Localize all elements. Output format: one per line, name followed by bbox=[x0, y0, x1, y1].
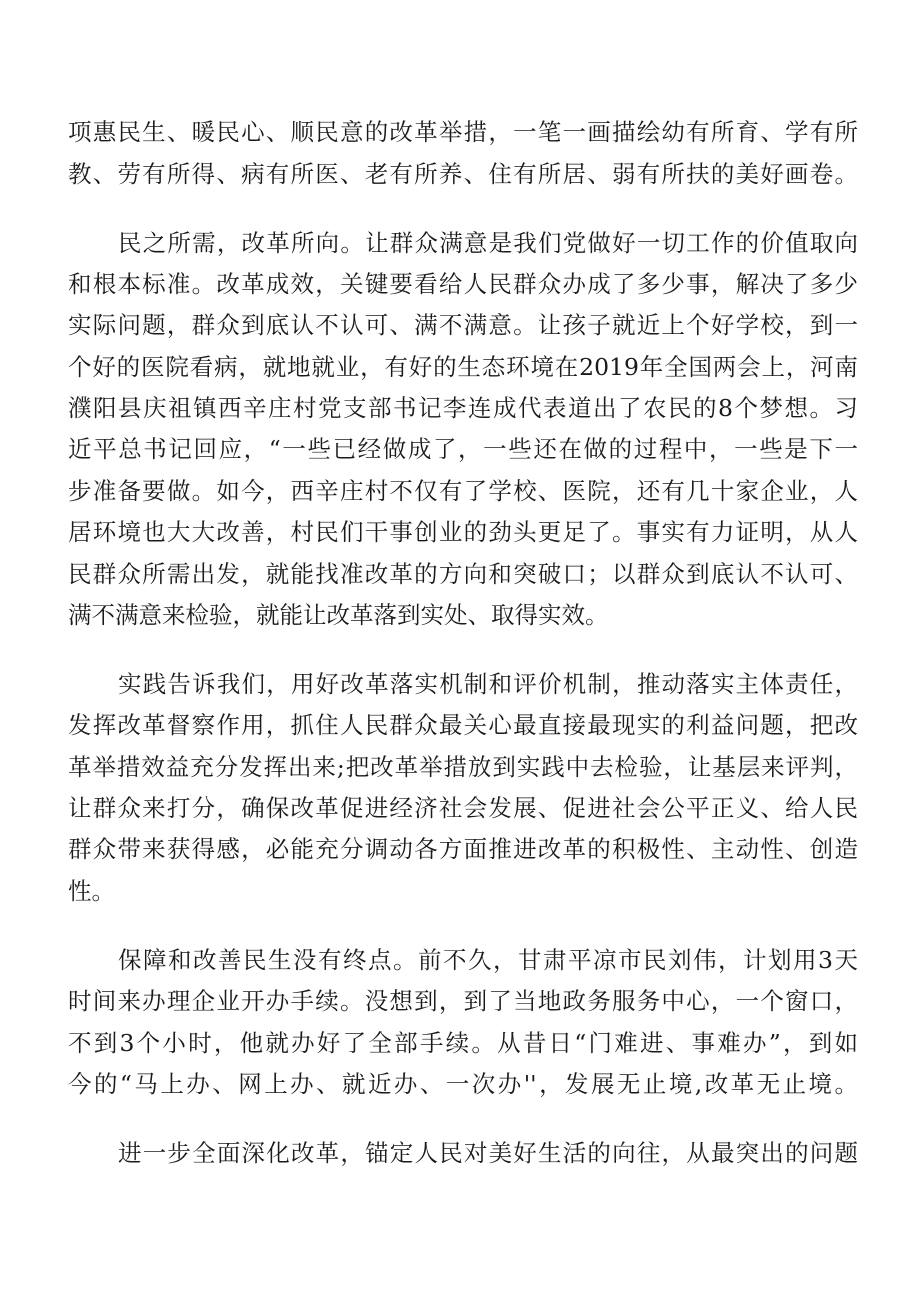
paragraph-4-line-4: 今的“马上办、网上办、就近办、一次办''，发展无止境,改革无止境。 bbox=[68, 1070, 858, 1098]
paragraph-2-line-7: 步准备要做。如今，西辛庄村不仅有了学校、医院，还有几十家企业，人 bbox=[68, 477, 858, 505]
paragraph-3-line-5: 群众带来获得感，必能充分调动各方面推进改革的积极性、主动性、创造 bbox=[68, 835, 858, 863]
paragraph-1-line-2: 教、劳有所得、病有所医、老有所养、住有所居、弱有所扶的美好画卷。 bbox=[68, 160, 858, 188]
paragraph-4-line-1: 保障和改善民生没有终点。前不久，甘肃平凉市民刘伟，计划用3天 bbox=[118, 946, 858, 974]
paragraph-3-line-1: 实践告诉我们，用好改革落实机制和评价机制，推动落实主体责任， bbox=[118, 670, 858, 698]
paragraph-3-line-6: 性。 bbox=[68, 877, 115, 905]
paragraph-2-line-10: 满不满意来检验，就能让改革落到实处、取得实效。 bbox=[68, 601, 609, 629]
paragraph-4-line-3: 不到3个小时，他就办好了全部手续。从昔日“门难进、事难办”，到如 bbox=[68, 1029, 858, 1057]
paragraph-2-line-4: 个好的医院看病，就地就业，有好的生态环境在2019年全国两会上，河南 bbox=[68, 353, 858, 381]
paragraph-3-line-3: 革举措效益充分发挥出来;把改革举措放到实践中去检验，让基层来评判， bbox=[68, 753, 858, 781]
paragraph-2-line-8: 居环境也大大改善，村民们干事创业的劲头更足了。事实有力证明，从人 bbox=[68, 518, 858, 546]
paragraph-1-line-1: 项惠民生、暖民心、顺民意的改革举措，一笔一画描绘幼有所育、学有所 bbox=[68, 118, 858, 146]
paragraph-2-line-2: 和根本标准。改革成效，关键要看给人民群众办成了多少事，解决了多少 bbox=[68, 270, 858, 298]
paragraph-2-line-3: 实际问题，群众到底认不认可、满不满意。让孩子就近上个好学校，到一 bbox=[68, 311, 858, 339]
paragraph-2-line-5: 濮阳县庆祖镇西辛庄村党支部书记李连成代表道出了农民的8个梦想。习 bbox=[68, 394, 858, 422]
paragraph-2-line-9: 民群众所需出发，就能找准改革的方向和突破口；以群众到底认不认可、 bbox=[68, 560, 858, 588]
paragraph-2-line-1: 民之所需，改革所向。让群众满意是我们党做好一切工作的价值取向 bbox=[118, 229, 858, 257]
paragraph-5-line-1: 进一步全面深化改革，锚定人民对美好生活的向往，从最突出的问题 bbox=[118, 1139, 858, 1167]
paragraph-2-line-6: 近平总书记回应，“一些已经做成了，一些还在做的过程中，一些是下一 bbox=[68, 435, 858, 463]
paragraph-3-line-4: 让群众来打分，确保改革促进经济社会发展、促进社会公平正义、给人民 bbox=[68, 794, 858, 822]
paragraph-4-line-2: 时间来办理企业开办手续。没想到，到了当地政务服务中心，一个窗口， bbox=[68, 987, 858, 1015]
paragraph-3-line-2: 发挥改革督察作用，抓住人民群众最关心最直接最现实的利益问题，把改 bbox=[68, 711, 858, 739]
